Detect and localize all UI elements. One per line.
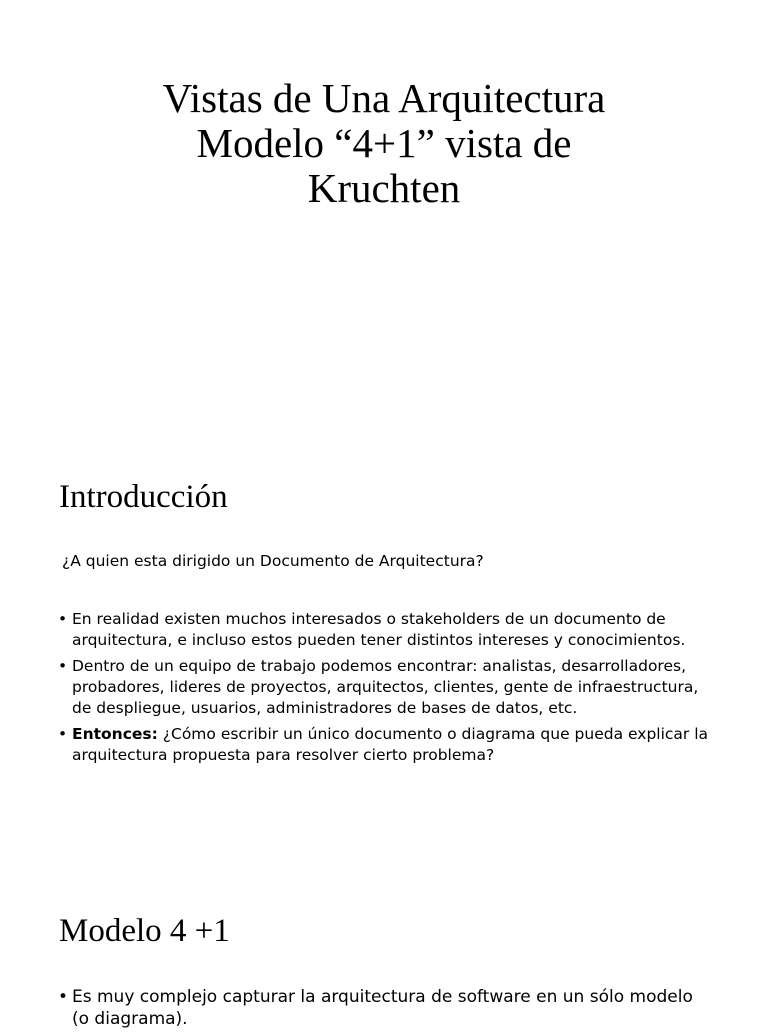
list-item	[58, 986, 714, 1030]
intro-bullet-list	[58, 609, 714, 771]
bullet-icon: •	[58, 987, 69, 1007]
intro-question: ¿A quien esta dirigido un Documento de Arquitectura?	[62, 552, 484, 570]
bullet-icon: •	[58, 725, 68, 743]
list-item-bold-lead: Entonces:	[72, 725, 158, 743]
list-item	[58, 724, 714, 766]
list-item-text: Es muy complejo capturar la arquitectura de software en un sólo modelo (o diagrama).	[72, 987, 693, 1029]
list-item	[58, 656, 714, 719]
modelo-bullet-list	[58, 986, 714, 1035]
page-title	[60, 76, 708, 211]
list-item-text: En realidad existen muchos interesados o stakeholders de un documento de arquitectura, e incluso estos pueden tener distintos intereses y conocimientos.	[72, 610, 686, 649]
section-heading-modelo: Modelo 4 +1	[59, 913, 230, 949]
title-line-2: Modelo “4+1” vista de	[196, 120, 572, 166]
list-item	[58, 609, 714, 651]
list-item-text: ¿Cómo escribir un único documento o diagrama que pueda explicar la arquitectura propuesta para resolver cierto problema?	[72, 725, 709, 764]
list-item-text: Dentro de un equipo de trabajo podemos encontrar: analistas, desarrolladores, probadores, lideres de proyectos, arquitectos, clientes, gente de infraestructura, de despliegue, usuarios, administradores de bases de datos, etc.	[72, 657, 699, 717]
title-line-1: Vistas de Una Arquitectura	[162, 75, 606, 121]
section-heading-introduccion: Introducción	[59, 479, 228, 515]
bullet-icon: •	[58, 657, 68, 675]
bullet-icon: •	[58, 610, 68, 628]
title-line-3: Kruchten	[307, 165, 461, 211]
